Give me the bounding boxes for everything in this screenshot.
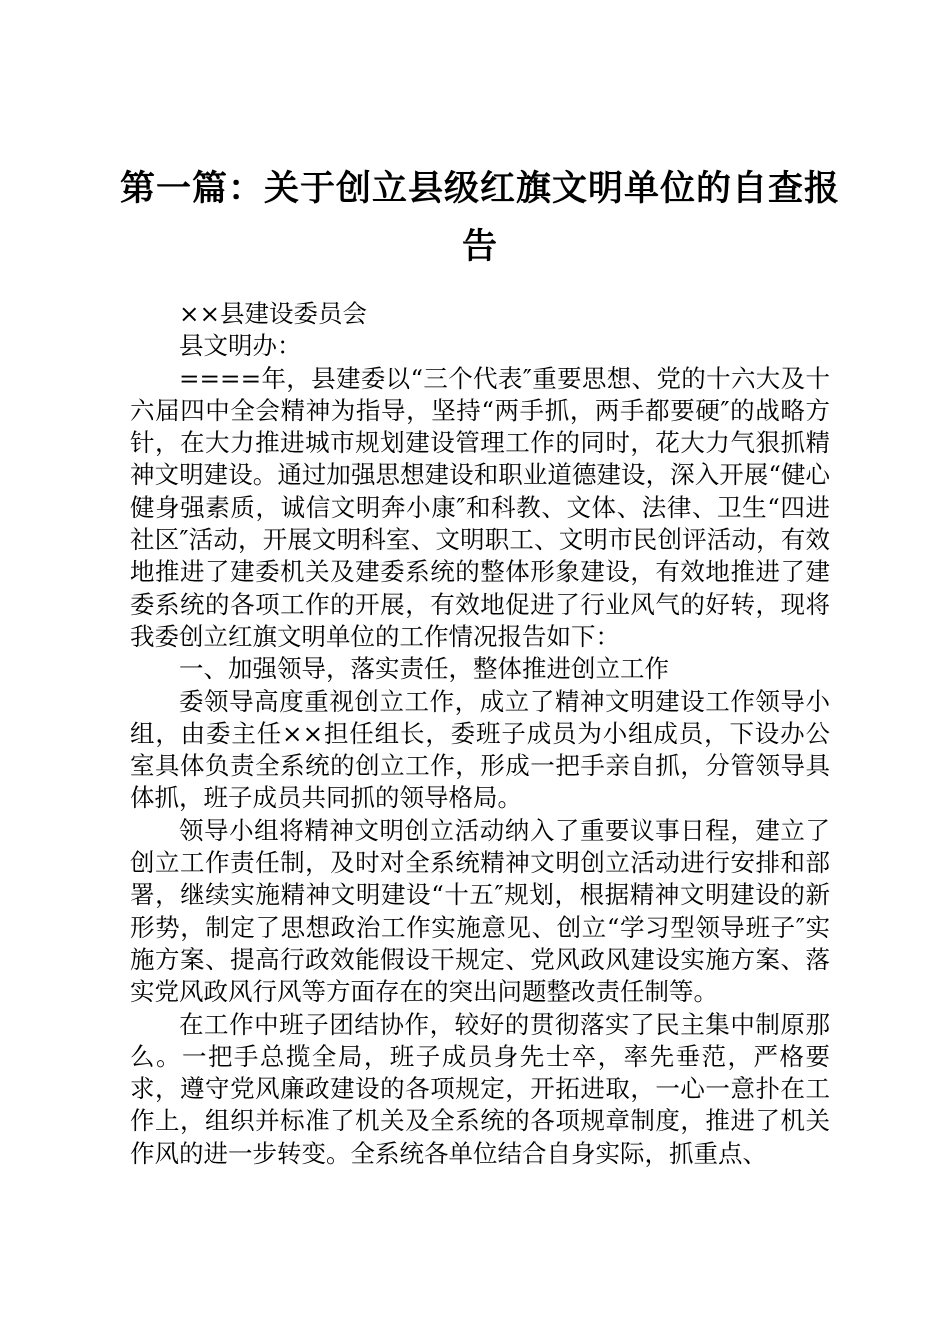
section-heading: 一、加强领导，落实责任，整体推进创立工作 (179, 654, 669, 684)
sender-line: ××县建设委员会 (179, 299, 368, 328)
document-body (130, 298, 830, 1170)
body-paragraph: 领导小组将精神文明创立活动纳入了重要议事日程，建立了创立工作责任制，及时对全系统精神文明创立活动进行安排和部署，继续实施精神文明建设“十五″规划，根据精神文明建设的新形势，制定了思想政治工作实施意见、创立“学习型领导班子″实施方案、提高行政效能假设干规定、党风政风建设实施方案、落实党风政风行风等方面存在的突出问题整改责任制等。 (130, 815, 830, 1007)
body-paragraph: 在工作中班子团结协作，较好的贯彻落实了民主集中制原那么。一把手总揽全局，班子成员身先士卒，率先垂范，严格要求，遵守党风廉政建设的各项规定，开拓进取，一心一意扑在工作上，组织并标准了机关及全系统的各项规章制度，推进了机关作风的进一步转变。全系统各单位结合自身实际，抓重点、 (130, 1009, 830, 1168)
recipient-line: 县文明办： (179, 331, 302, 361)
document-title: 第一篇：关于创立县级红旗文明单位的自查报告 (120, 168, 841, 267)
body-paragraph: ====年，县建委以“三个代表″重要思想、党的十六大及十六届四中全会精神为指导，坚持“两手抓，两手都要硬″的战略方针，在大力推进城市规划建设管理工作的同时，花大力气狠抓精神文明建设。通过加强思想建设和职业道德建设，深入开展“健心健身强素质，诚信文明奔小康″和科教、文体、法律、卫生“四进社区″活动，开展文明科室、文明职工、文明市民创评活动，有效地推进了建委机关及建委系统的整体形象建设，有效地推进了建委系统的各项工作的开展，有效地促进了行业风气的好转，现将我委创立红旗文明单位的工作情况报告如下： (130, 363, 830, 651)
body-paragraph: 委领导高度重视创立工作，成立了精神文明建设工作领导小组，由委主任××担任组长，委班子成员为小组成员，下设办公室具体负责全系统的创立工作，形成一把手亲自抓，分管领导具体抓，班子成员共同抓的领导格局。 (130, 686, 830, 813)
